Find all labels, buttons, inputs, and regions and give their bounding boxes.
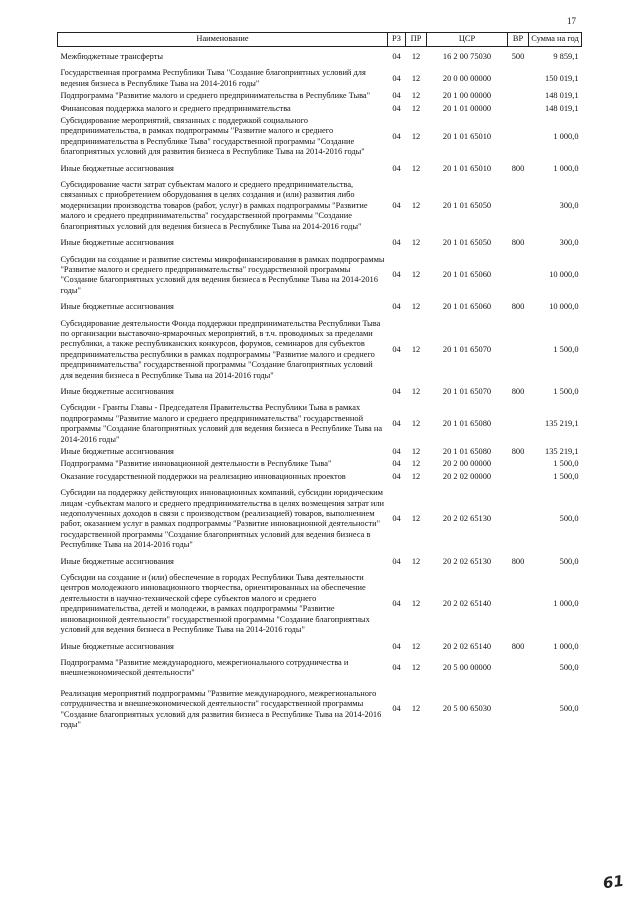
cell-rz: 04 [392, 91, 401, 101]
cell-csr: 20 2 02 00000 [442, 471, 492, 481]
cell-vr [508, 568, 529, 640]
cell-vr [508, 684, 529, 736]
cell-sum: 10 000,0 [549, 270, 579, 280]
table-row [58, 47, 582, 68]
cell-name: Межбюджетные трансферты [60, 52, 164, 61]
header-vr: ВР [508, 33, 529, 47]
cell-csr: 20 1 01 65010 [442, 131, 492, 141]
cell-pr: 12 [411, 447, 421, 456]
cell-name: Субсидии на создание и развитие системы микрофинансирования в рамках подпрограммы "Развитие малого и среднего предпринимательства" государственной программы "Создание благоприятных условий для ведения бизнеса в Республике Тыва на 2014-2016 годы" [60, 254, 385, 295]
cell-sum: 148 019,1 [545, 91, 579, 101]
table-row [58, 67, 582, 90]
table-header-row [58, 33, 582, 47]
cell-vr [508, 67, 529, 90]
cell-pr: 12 [411, 514, 421, 524]
cell-csr: 20 1 01 65070 [442, 344, 492, 354]
cell-vr: 800 [511, 302, 525, 312]
cell-pr: 12 [411, 163, 421, 173]
cell-rz: 04 [392, 131, 401, 141]
cell-rz: 04 [392, 471, 401, 481]
cell-rz: 04 [392, 270, 401, 280]
cell-pr: 12 [411, 471, 421, 481]
cell-vr [508, 179, 529, 233]
cell-vr [508, 103, 529, 115]
cell-vr [508, 254, 529, 298]
cell-name: Оказание государственной поддержки на реализацию инновационных проектов [60, 471, 346, 481]
cell-pr: 12 [411, 418, 421, 428]
cell-name: Субсидии - Гранты Главы - Председателя Правительства Республики Тыва в рамках подпрограммы "Развитие малого и среднего предпринимательства" государственной программы "Создание благоприятных условий для ведения бизнеса в Республике Тыва на 2014-2016 годы" [60, 403, 383, 444]
cell-sum: 1 000,0 [553, 599, 579, 609]
cell-name: Иные бюджетные ассигнования [60, 386, 174, 396]
cell-vr [508, 90, 529, 102]
cell-name: Субсидии на поддержку действующих инновационных компаний, субсидии юридическим лицам -субъектам малого и среднего предпринимательства в целях возмещения затрат или недополученных доходов в связи с производством (реализацией) товаров, выполнением работ, оказанием услуг в рамках подпрограммы "Развитие инновационной деятельности" государственной программы "Создание благоприятных условий для ведения бизнеса в Республике Тыва на 2014-2016 годы" [60, 488, 385, 550]
cell-csr: 20 1 01 65010 [442, 163, 492, 173]
cell-pr: 12 [411, 386, 421, 396]
cell-pr: 12 [411, 459, 421, 469]
header-rz: РЗ [388, 33, 406, 47]
cell-name: Иные бюджетные ассигнования [60, 163, 174, 173]
budget-table-container [57, 32, 581, 735]
table-row [58, 382, 582, 402]
cell-sum: 148 019,1 [545, 103, 579, 113]
cell-rz: 04 [392, 514, 401, 524]
cell-pr: 12 [411, 344, 421, 354]
table-row [58, 556, 582, 568]
cell-sum: 500,0 [559, 663, 579, 673]
table-body [58, 47, 582, 736]
cell-sum: 1 500,0 [553, 471, 579, 481]
cell-csr: 20 2 02 65140 [442, 599, 492, 609]
table-row [58, 318, 582, 382]
cell-csr: 20 5 00 00000 [442, 663, 492, 673]
cell-csr: 20 2 02 65140 [442, 641, 492, 651]
cell-csr: 16 2 00 75030 [442, 52, 492, 61]
cell-rz: 04 [392, 52, 401, 61]
cell-sum: 500,0 [559, 514, 579, 524]
cell-sum: 300,0 [559, 238, 579, 248]
table-row [58, 684, 582, 736]
cell-csr: 20 1 01 65050 [442, 238, 492, 248]
cell-sum: 1 000,0 [553, 641, 579, 651]
cell-sum: 300,0 [559, 200, 579, 210]
table-row [58, 254, 582, 298]
cell-pr: 12 [411, 663, 421, 673]
cell-name: Иные бюджетные ассигнования [60, 556, 174, 566]
cell-rz: 04 [392, 344, 401, 354]
cell-name: Субсидирование деятельности Фонда поддержки предпринимательства Республики Тыва по организации выставочно-ярмарочных мероприятий, в т.ч. проводимых за пределами республики, а также республиканских конкурсов, форумов, семинаров для субъектов предпринимательства республики в рамках подпрограммы "Развитие малого и среднего предпринимательства" государственной программы "Создание благоприятных условий для ведения бизнеса в Республике Тыва на 2014-2016 годы" [60, 318, 381, 380]
table-row [58, 471, 582, 483]
table-row [58, 90, 582, 102]
cell-vr [508, 458, 529, 470]
cell-name: Иные бюджетные ассигнования [60, 302, 174, 312]
cell-rz: 04 [392, 663, 401, 673]
cell-name: Иные бюджетные ассигнования [60, 641, 174, 651]
cell-pr: 12 [411, 270, 421, 280]
cell-sum: 1 000,0 [553, 163, 579, 173]
budget-table [57, 32, 582, 735]
cell-vr [508, 471, 529, 483]
table-row [58, 179, 582, 233]
cell-pr: 12 [411, 599, 421, 609]
cell-name: Подпрограмма "Развитие малого и среднего предпринимательства в Республике Тыва" [60, 91, 371, 101]
cell-sum: 1 500,0 [553, 459, 579, 469]
cell-sum: 135 219,1 [545, 418, 579, 428]
cell-name: Субсидирование части затрат субъектам малого и среднего предпринимательства, связанных с приобретением оборудования в целях создания и (или) развития либо модернизации производства товаров (работ, услуг) в рамках подпрограммы "Развитие малого и среднего предпринимательства" государственной программы "Создание благоприятных условий для ведения бизнеса в Республике Тыва на 2014-2016 годы" [60, 180, 368, 231]
table-row [58, 402, 582, 446]
cell-csr: 20 2 00 00000 [442, 459, 492, 469]
cell-pr: 12 [411, 91, 421, 101]
cell-sum: 1 500,0 [553, 386, 579, 396]
cell-name: Иные бюджетные ассигнования [60, 238, 174, 248]
table-row [58, 115, 582, 159]
cell-pr: 12 [411, 73, 421, 83]
cell-csr: 20 2 02 65130 [442, 514, 492, 524]
header-sum: Сумма на год [529, 33, 582, 47]
cell-pr: 12 [411, 238, 421, 248]
cell-csr: 20 1 01 65070 [442, 386, 492, 396]
cell-vr [508, 115, 529, 159]
cell-csr: 20 1 00 00000 [442, 91, 492, 101]
cell-sum: 500,0 [559, 556, 579, 566]
cell-rz: 04 [392, 447, 401, 456]
cell-csr: 20 5 00 65030 [442, 704, 492, 714]
cell-csr: 20 1 01 65060 [442, 270, 492, 280]
table-row [58, 103, 582, 115]
table-row [58, 568, 582, 640]
cell-rz: 04 [392, 386, 401, 396]
cell-vr: 800 [511, 447, 525, 456]
table-row [58, 297, 582, 317]
cell-name: Реализация мероприятий подпрограммы "Развитие международного, межрегионального сотрудничества и внешнеэкономической деятельности" государственной программы "Создание благоприятных условий для развития бизнеса в Республике Тыва на 2014-2016 годы" [60, 688, 382, 729]
cell-name: Подпрограмма "Развитие международного, межрегионального сотрудничества и внешнеэкономической деятельности" [60, 657, 349, 678]
cell-vr: 800 [511, 556, 525, 566]
table-row [58, 446, 582, 458]
table-row [58, 159, 582, 179]
cell-vr [508, 318, 529, 382]
cell-sum: 500,0 [559, 704, 579, 714]
table-row [58, 653, 582, 684]
cell-rz: 04 [392, 599, 401, 609]
cell-vr [508, 483, 529, 555]
cell-name: Субсидии на создание и (или) обеспечение в городах Республики Тыва деятельности центров молодежного инновационного творчества, ориентированных на обеспечение деятельности в научно-технической сфере субъектов малого и среднего предпринимательства, детей и молодежи, в рамках подпрограммы "Развитие инновационной деятельности" государственной программы "Создание благоприятных условий для ведения бизнеса в Республике Тыва на 2014-2016 годы" [60, 573, 370, 635]
cell-csr: 20 1 01 65050 [442, 200, 492, 210]
cell-pr: 12 [411, 704, 421, 714]
cell-rz: 04 [392, 641, 401, 651]
cell-rz: 04 [392, 302, 401, 312]
table-row [58, 233, 582, 253]
cell-vr: 800 [511, 386, 525, 396]
cell-sum: 10 000,0 [549, 302, 579, 312]
cell-pr: 12 [411, 556, 421, 566]
table-row [58, 641, 582, 653]
cell-pr: 12 [411, 641, 421, 651]
cell-pr: 12 [411, 103, 421, 113]
cell-csr: 20 1 01 65060 [442, 302, 492, 312]
cell-vr [508, 402, 529, 446]
cell-rz: 04 [392, 103, 401, 113]
page-number: 17 [567, 16, 576, 26]
cell-rz: 04 [392, 163, 401, 173]
cell-sum: 1 000,0 [553, 131, 579, 141]
cell-csr: 20 1 01 65080 [442, 418, 492, 428]
cell-rz: 04 [392, 704, 401, 714]
cell-name: Государственная программа Республики Тыва "Создание благоприятных условий для ведения бизнеса в Республике Тыва на 2014-2016 годы" [60, 68, 366, 88]
cell-pr: 12 [411, 200, 421, 210]
cell-pr: 12 [411, 131, 421, 141]
cell-pr: 12 [411, 52, 421, 61]
cell-csr: 20 1 01 65080 [442, 447, 492, 456]
cell-rz: 04 [392, 73, 401, 83]
cell-name: Субсидирование мероприятий, связанных с поддержкой социального предпринимательства, в рамках подпрограммы "Развитие малого и среднего предпринимательства в Республике Тыва" государственной программы "Создание благоприятных условий для развития бизнеса в Республике Тыва на 2014-2016 годы" [60, 116, 365, 157]
cell-vr: 800 [511, 163, 525, 173]
header-csr: ЦСР [427, 33, 508, 47]
cell-rz: 04 [392, 238, 401, 248]
cell-sum: 9 859,1 [553, 52, 579, 61]
cell-name: Подпрограмма "Развитие инновационной деятельности в Республике Тыва" [60, 459, 332, 469]
cell-pr: 12 [411, 302, 421, 312]
cell-rz: 04 [392, 556, 401, 566]
cell-csr: 20 0 00 00000 [442, 73, 492, 83]
handwritten-page-mark: 61 [601, 871, 625, 893]
header-pr: ПР [406, 33, 427, 47]
cell-vr: 800 [511, 641, 525, 651]
cell-vr [508, 653, 529, 684]
cell-sum: 150 019,1 [545, 73, 579, 83]
cell-rz: 04 [392, 418, 401, 428]
cell-sum: 135 219,1 [545, 447, 579, 456]
cell-sum: 1 500,0 [553, 344, 579, 354]
cell-vr: 500 [511, 52, 525, 61]
cell-csr: 20 1 01 00000 [442, 103, 492, 113]
cell-csr: 20 2 02 65130 [442, 556, 492, 566]
cell-rz: 04 [392, 200, 401, 210]
cell-name: Финансовая поддержка малого и среднего предпринимательства [60, 103, 291, 113]
cell-rz: 04 [392, 459, 401, 469]
table-row [58, 458, 582, 470]
cell-vr: 800 [511, 238, 525, 248]
cell-name: Иные бюджетные ассигнования [60, 447, 174, 456]
table-row [58, 483, 582, 555]
header-name: Наименование [58, 33, 388, 47]
